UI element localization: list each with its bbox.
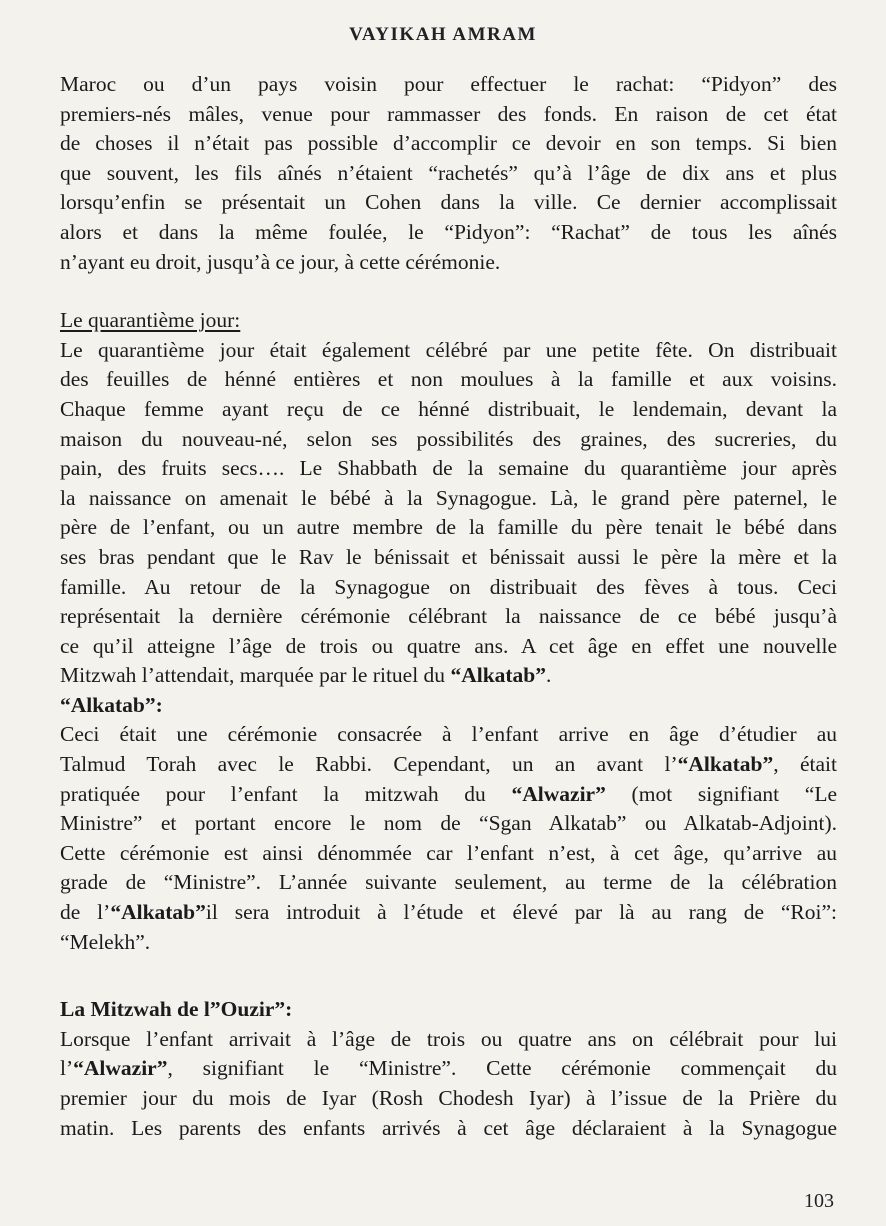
text-line: la naissance on amenait le bébé à la Synagogue. Là, le grand père paternel, le — [60, 485, 837, 510]
text-line: n’ayant eu droit, jusqu’à ce jour, à cette cérémonie. — [60, 249, 501, 274]
text-line — [60, 750, 837, 780]
text-run: l’ — [60, 1056, 74, 1081]
text-line: famille. Au retour de la Synagogue on distribuait des fèves à tous. Ceci — [60, 574, 837, 599]
text-line: premiers-nés mâles, venue pour rammasser des fonds. En raison de cet état — [60, 101, 837, 126]
text-line — [60, 1054, 837, 1084]
section-heading: La Mitzwah de l”Ouzir”: — [60, 997, 293, 1022]
bold-term: “Alkatab” — [110, 900, 206, 925]
text-run: de l’ — [60, 900, 111, 925]
text-run: , était — [773, 752, 837, 777]
bold-term: “Alkatab” — [677, 752, 774, 777]
text-line: que souvent, les fils aînés n’étaient “rachetés” qu’à l’âge de dix ans et plus — [60, 160, 837, 185]
text-run: pratiquée pour l’enfant la mitzwah du — [60, 781, 512, 806]
bold-term: “Alwazir” — [73, 1056, 168, 1081]
text-line — [60, 661, 837, 691]
page-number: 103 — [804, 1190, 834, 1212]
running-head: VAYIKAH AMRAM — [349, 24, 537, 45]
text-line: Chaque femme ayant reçu de ce hénné distribuait, le lendemain, devant la — [60, 396, 837, 421]
paragraph-quarantieme — [60, 336, 837, 691]
body-text — [60, 70, 837, 1143]
spacer — [60, 957, 837, 995]
bold-term: “Alkatab” — [450, 663, 547, 688]
text-line: maison du nouveau-né, selon ses possibilités des graines, des sucreries, du — [60, 426, 837, 451]
text-line — [60, 898, 837, 928]
bold-term: “Alwazir” — [511, 781, 606, 806]
text-run: (mot signifiant “Le — [605, 781, 838, 806]
paragraph-ouzir — [60, 1025, 837, 1143]
spacer — [60, 277, 837, 306]
text-run: , signifiant le “Ministre”. Cette cérémonie commençait du — [167, 1056, 837, 1081]
text-line: père de l’enfant, ou un autre membre de la famille du père tenait le bébé dans — [60, 515, 837, 540]
text-line — [60, 780, 837, 810]
text-line: de choses il n’était pas possible d’accomplir ce devoir en son temps. Si bien — [60, 131, 837, 156]
text-line: alors et dans la même foulée, le “Pidyon”: “Rachat” de tous les aînés — [60, 219, 837, 244]
heading-alkatab — [60, 691, 837, 721]
heading-ouzir — [60, 995, 837, 1025]
text-line: pain, des fruits secs…. Le Shabbath de la semaine du quarantième jour après — [60, 456, 837, 481]
text-line: Cette cérémonie est ainsi dénommée car l’enfant n’est, à cet âge, qu’arrive au — [60, 840, 837, 865]
heading-quarantieme — [60, 306, 837, 336]
section-heading: Le quarantième jour: — [60, 308, 241, 333]
text-line: lorsqu’enfin se présentait un Cohen dans la ville. Ce dernier accomplissait — [60, 190, 837, 215]
text-line: Ceci était une cérémonie consacrée à l’enfant arrive en âge d’étudier au — [60, 722, 837, 747]
text-line: grade de “Ministre”. L’année suivante seulement, au terme de la célébration — [60, 870, 837, 895]
text-run: . — [546, 663, 552, 688]
text-run: il sera introduit à l’étude et élevé par là au rang de “Roi”: — [205, 900, 837, 925]
text-line: matin. Les parents des enfants arrivés à cet âge déclaraient à la Synagogue — [60, 1115, 837, 1140]
text-line: premier jour du mois de Iyar (Rosh Chodesh Iyar) à l’issue de la Prière du — [60, 1086, 837, 1110]
text-line: Ministre” et portant encore le nom de “Sgan Alkatab” ou Alkatab-Adjoint). — [60, 811, 837, 836]
text-line: représentait la dernière cérémonie célébrant la naissance de ce bébé jusqu’à — [60, 604, 837, 629]
section-heading: “Alkatab”: — [60, 692, 163, 717]
paragraph-alkatab — [60, 720, 837, 957]
text-line: ses bras pendant que le Rav le bénissait et bénissait aussi le père la mère et la — [60, 544, 837, 569]
text-run: Talmud Torah avec le Rabbi. Cependant, un an avant l’ — [60, 752, 678, 777]
paragraph-intro — [60, 70, 837, 277]
text-line: Le quarantième jour était également célébré par une petite fête. On distribuait — [60, 337, 837, 362]
text-run: Mitzwah l’attendait, marquée par le rituel du — [60, 663, 451, 688]
text-line: Maroc ou d’un pays voisin pour effectuer le rachat: “Pidyon” des — [60, 72, 837, 96]
text-line: Lorsque l’enfant arrivait à l’âge de trois ou quatre ans on célébrait pour lui — [60, 1026, 837, 1051]
text-line: ce qu’il atteigne l’âge de trois ou quatre ans. A cet âge en effet une nouvelle — [60, 633, 837, 658]
text-line: des feuilles de hénné entières et non moulues à la famille et aux voisins. — [60, 367, 837, 392]
text-line: “Melekh”. — [60, 929, 151, 954]
